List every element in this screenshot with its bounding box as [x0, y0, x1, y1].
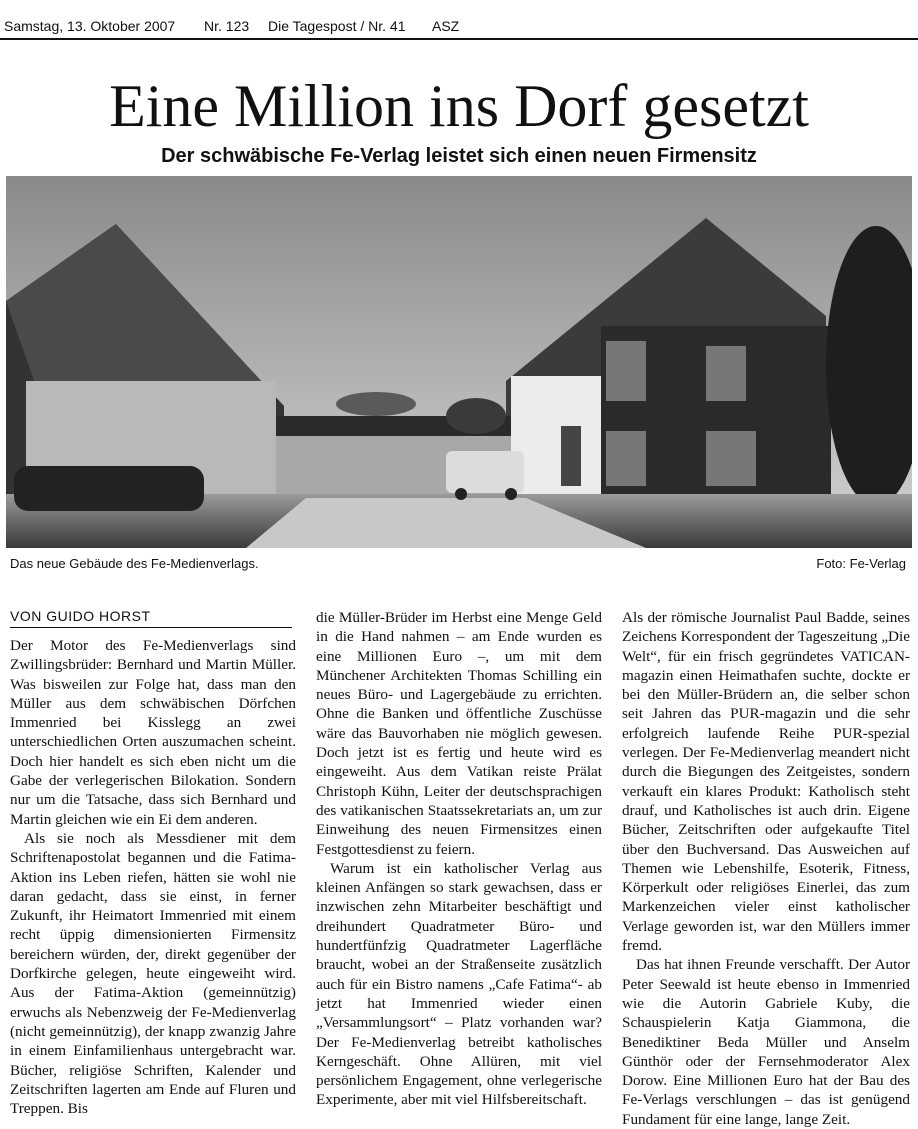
masthead	[0, 0, 918, 40]
masthead-code: ASZ	[432, 18, 460, 34]
article-column-2	[316, 608, 602, 1110]
paragraph: Warum ist ein katholischer Verlag aus kleinen Anfängen so stark gewachsen, dass er inzwischen zehn Mitarbeiter beschäftigt und dreihundert Quadratmeter Büro- und hundertfünfzig Quadratmeter Lagerfläche braucht, wobei an der Straßenseite zusätzlich auch für ein Bistro namens „Cafe Fatima“- ab jetzt hat Immenried wieder einen „Versammlungsort“ – Platz vorhanden war? Der Fe-Medienverlag betreibt katholisches Kerngeschäft. Ohne Allüren, mit viel persönlichem Engagement, ohne verlegerische Experimente, aber mit viel Hilfsbereitschaft.	[316, 859, 602, 1109]
paragraph: Der Motor des Fe-Medienverlags sind Zwillingsbrüder: Bernhard und Martin Müller. Was bisweilen zur Folge hat, dass man den Müller aus dem schwäbischen Dörfchen Immenried bei Kisslegg an zwei unterschiedlichen Orten auszumachen scheint. Doch hier handelt es sich eben nicht um die Gabe der verlegerischen Bilokation. Sondern nur um die Tatsache, dass sich Bernhard und Martin gleichen wie ein Ei dem anderen.	[10, 637, 296, 828]
masthead-date: Samstag, 13. Oktober 2007	[4, 18, 176, 34]
masthead-issue: Nr. 123	[204, 18, 250, 34]
paragraph: Als der römische Journalist Paul Badde, seines Zeichens Korrespondent der Tageszeitung „Die Welt“, für ein frisch gegründetes VATICAN-magazin einen Heimathafen suchte, dockte er bei den Müller-Brüdern an, die selber schon seit Jahren das PUR-magazin und die sehr erfolgreich laufende Reihe PUR-spezial verlegen. Der Fe-Medienverlag meandert nicht durch die Biegungen des Zeitgeistes, sondern verkauft ein klares Produkt: Katholisch steht drauf, und Katholisches ist auch drin. Eigene Bücher, Zeitschriften oder aufgekaufte Titel über den Buchversand. Das Ausweichen auf Themen wie Lebenshilfe, Esoterik, Fitness, Körperkult oder religiöses Einerlei, das zum Markenzeichen vieler einst katholischer Verlage geworden ist, war den Müllers immer fremd.	[622, 609, 910, 955]
paragraph: Als sie noch als Messdiener mit dem Schriftenapostolat begannen und die Fatima-Aktion ins Leben riefen, hätten sie wohl nie daran gedacht, dass sie einst, in ferner Zukunft, ihr Heimatort Immenried mit einem recht üppig dimensionierten Firmensitz bereichern würden, der, direkt gegenüber der Dorfkirche gelegen, heute eingeweiht wird. Aus der Fatima-Aktion (gemeinnützig) erwuchs als Nebenzweig der Fe-Medienverlag (nicht gemeinnützig), der knapp zwanzig Jahre in einem Einfamilienhaus untergebracht war. Bücher, religiöse Schriften, Kalender und Zeitschriften lagerten am Ende auf Fluren und Treppen. Bis	[10, 829, 296, 1118]
headline: Eine Million ins Dorf gesetzt	[109, 73, 809, 139]
article-column-1	[10, 636, 296, 1118]
photo-caption: Das neue Gebäude des Fe-Medienverlags.	[10, 556, 259, 571]
paragraph: Das hat ihnen Freunde verschafft. Der Autor Peter Seewald ist heute ebenso in Immenried wie die Autorin Gabriele Kuby, die Schauspielerin Katja Giammona, die Benediktiner Beda Müller und Anselm Günthör oder der Fernsehmoderator Alex Dorow. Eine Millionen Euro hat der Bau des Fe-Verlags verschlungen – das ist genügend Fundament für eine lange, lange Zeit.	[622, 956, 910, 1128]
byline: VON GUIDO HORST	[10, 608, 292, 628]
building-photo	[6, 176, 912, 548]
photo-credit: Foto: Fe-Verlag	[816, 556, 906, 571]
paragraph: die Müller-Brüder im Herbst eine Menge Geld in die Hand nahmen – am Ende wurden es eine Millionen Euro –, um mit dem Münchener Architekten Thomas Schilling ein neues Büro- und Lagergebäude zu errichten. Ohne die Banken und öffentliche Zuschüsse wäre das Bauvorhaben nie möglich gewesen. Doch jetzt ist es fertig und heute wird es eingeweiht. Aus dem Vatikan reiste Prälat Christoph Kühn, Leiter der deutschsprachigen des vatikanischen Staatssekretariats an, um zur Einweihung des neuen Firmensitzes einen Festgottesdienst zu feiern.	[316, 609, 602, 858]
subheadline: Der schwäbische Fe-Verlag leistet sich einen neuen Firmensitz	[161, 145, 757, 167]
masthead-paper: Die Tagespost / Nr. 41	[268, 18, 406, 34]
article-column-3	[622, 608, 910, 1129]
